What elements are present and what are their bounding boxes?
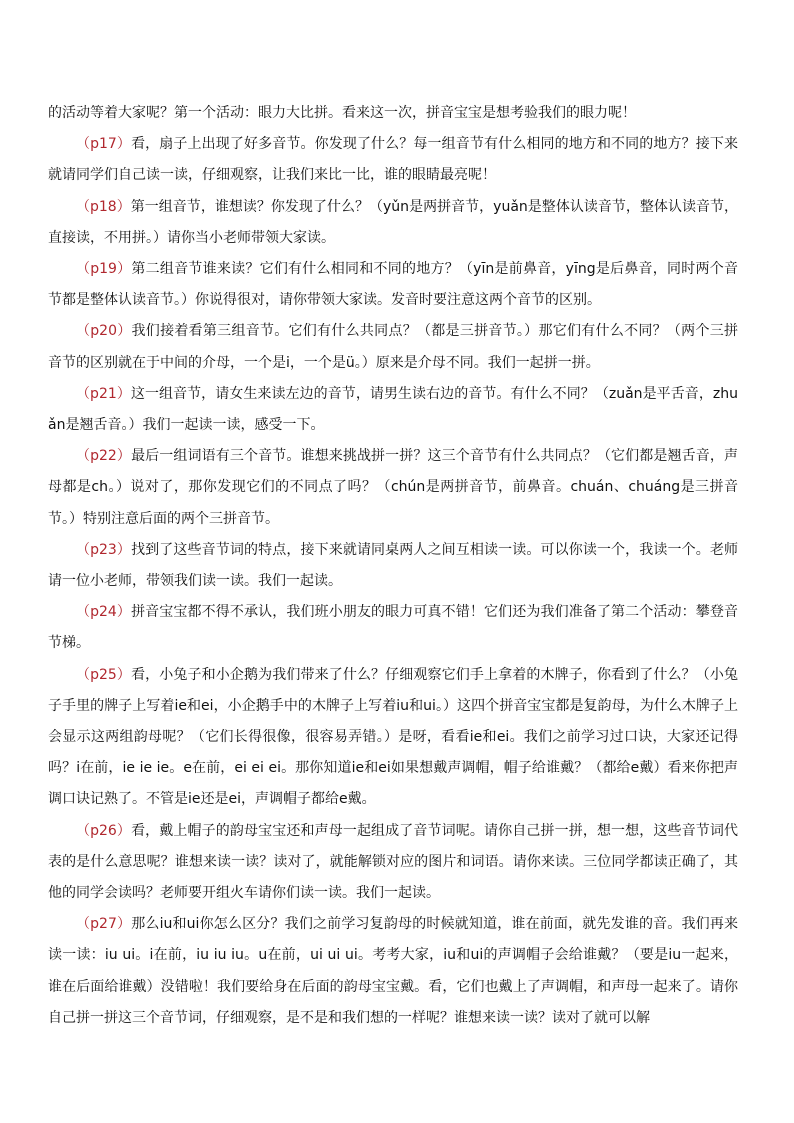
slide-label: （p20） bbox=[76, 323, 132, 340]
paragraph-text: 第二组音节谁来读？它们有什么相同和不同的地方？（yīn是前鼻音，yīng是后鼻音，同时两个音节都是整体认读音节。）你说得很对，请你带领大家读。发音时要注意这两个音节的区别。 bbox=[48, 261, 738, 309]
paragraph-p26 bbox=[48, 816, 738, 910]
slide-label: （p22） bbox=[76, 448, 132, 465]
paragraph-p24 bbox=[48, 597, 738, 659]
slide-label: （p26） bbox=[76, 822, 132, 839]
paragraph-p23 bbox=[48, 535, 738, 597]
paragraph-text: 找到了这些音节词的特点，接下来就请同桌两人之间互相读一读。可以你读一个，我读一个。老师请一位小老师，带领我们读一读。我们一起读。 bbox=[48, 541, 739, 590]
slide-label: （p23） bbox=[76, 541, 132, 558]
paragraph-p25 bbox=[48, 660, 738, 816]
document-page bbox=[48, 98, 738, 1034]
paragraph-text: 看，小兔子和小企鹅为我们带来了什么？仔细观察它们手上拿着的木牌子，你看到了什么？（小兔子手里的牌子上写着ie和ei，小企鹅手中的木牌子上写着iu和ui。）这四个拼音宝宝都是复韵母，为什么木牌子上会显示这两组韵母呢？（它们长得很像，很容易弄错。）是呀，看看ie和ei。我们之前学习过口诀，大家还记得吗？i在前，ie ie ie。e在前，ei ei ei。那你知道ie和ei如果想戴声调帽，帽子给谁戴？（都给e戴）看来你把声调口诀记熟了。不管是ie还是ei，声调帽子都给e戴。 bbox=[48, 666, 739, 808]
paragraph-p22 bbox=[48, 441, 738, 535]
paragraph-p18 bbox=[48, 192, 738, 254]
paragraph-text: 看，戴上帽子的韵母宝宝还和声母一起组成了音节词呢。请你自己拼一拼，想一想，这些音节词代表的是什么意思呢？谁想来读一读？读对了，就能解锁对应的图片和词语。请你来读。三位同学都读正确了，其他的同学会读吗？老师要开组火车请你们读一读。我们一起读。 bbox=[48, 822, 739, 902]
paragraph-p17 bbox=[48, 129, 738, 191]
paragraph-p20 bbox=[48, 316, 738, 378]
slide-label: （p25） bbox=[76, 666, 132, 683]
paragraph-p19 bbox=[48, 254, 738, 316]
slide-label: （p21） bbox=[76, 385, 131, 402]
paragraph-p21 bbox=[48, 379, 738, 441]
paragraph-text: 这一组音节，请女生来读左边的音节，请男生读右边的音节。有什么不同？（zuǎn是平舌音，zhuǎn是翘舌音。）我们一起读一读，感受一下。 bbox=[48, 385, 738, 434]
paragraph-p27 bbox=[48, 909, 738, 1034]
paragraph-text: 看，扇子上出现了好多音节。你发现了什么？每一组音节有什么相同的地方和不同的地方？接下来就请同学们自己读一读，仔细观察，让我们来比一比，谁的眼睛最亮呢！ bbox=[48, 136, 739, 184]
slide-label: （p19） bbox=[76, 261, 132, 278]
paragraph-text: 第一组音节，谁想读？你发现了什么？（yǔn是两拼音节，yuǎn是整体认读音节，整体认读音节，直接读，不用拼。）请你当小老师带领大家读。 bbox=[48, 198, 738, 246]
slide-label: （p24） bbox=[76, 604, 132, 621]
paragraph-text: 那么iu和ui你怎么区分？我们之前学习复韵母的时候就知道，谁在前面，就先发谁的音。我们再来读一读：iu ui。i在前，iu iu iu。u在前，ui ui ui。考考大家，iu和ui的声调帽子会给谁戴？（要是iu一起来，谁在后面给谁戴）没错啦！我们要给身在后面的韵母宝宝戴。看，它们也戴上了声调帽，和声母一起来了。请你自己拼一拼这三个音节词，仔细观察，是不是和我们想的一样呢？谁想来读一读？读对了就可以解 bbox=[48, 916, 738, 1026]
slide-label: （p18） bbox=[76, 198, 131, 215]
paragraph-intro bbox=[48, 98, 738, 129]
paragraph-text: 我们接着看第三组音节。它们有什么共同点？（都是三拼音节。）那它们有什么不同？（两个三拼音节的区别就在于中间的介母，一个是i，一个是ü。）原来是介母不同。我们一起拼一拼。 bbox=[48, 323, 739, 371]
slide-label: （p17） bbox=[76, 136, 132, 153]
slide-label: （p27） bbox=[76, 916, 132, 933]
paragraph-text: 拼音宝宝都不得不承认，我们班小朋友的眼力可真不错！它们还为我们准备了第二个活动：攀登音节梯。 bbox=[48, 604, 739, 652]
paragraph-text: 最后一组词语有三个音节。谁想来挑战拼一拼？这三个音节有什么共同点？（它们都是翘舌音，声母都是ch。）说对了，那你发现它们的不同点了吗？（chún是两拼音节，前鼻音。chuán、chuáng是三拼音节。）特别注意后面的两个三拼音节。 bbox=[48, 448, 739, 527]
paragraph-text: 的活动等着大家呢？第一个活动：眼力大比拼。看来这一次，拼音宝宝是想考验我们的眼力呢！ bbox=[48, 105, 636, 121]
